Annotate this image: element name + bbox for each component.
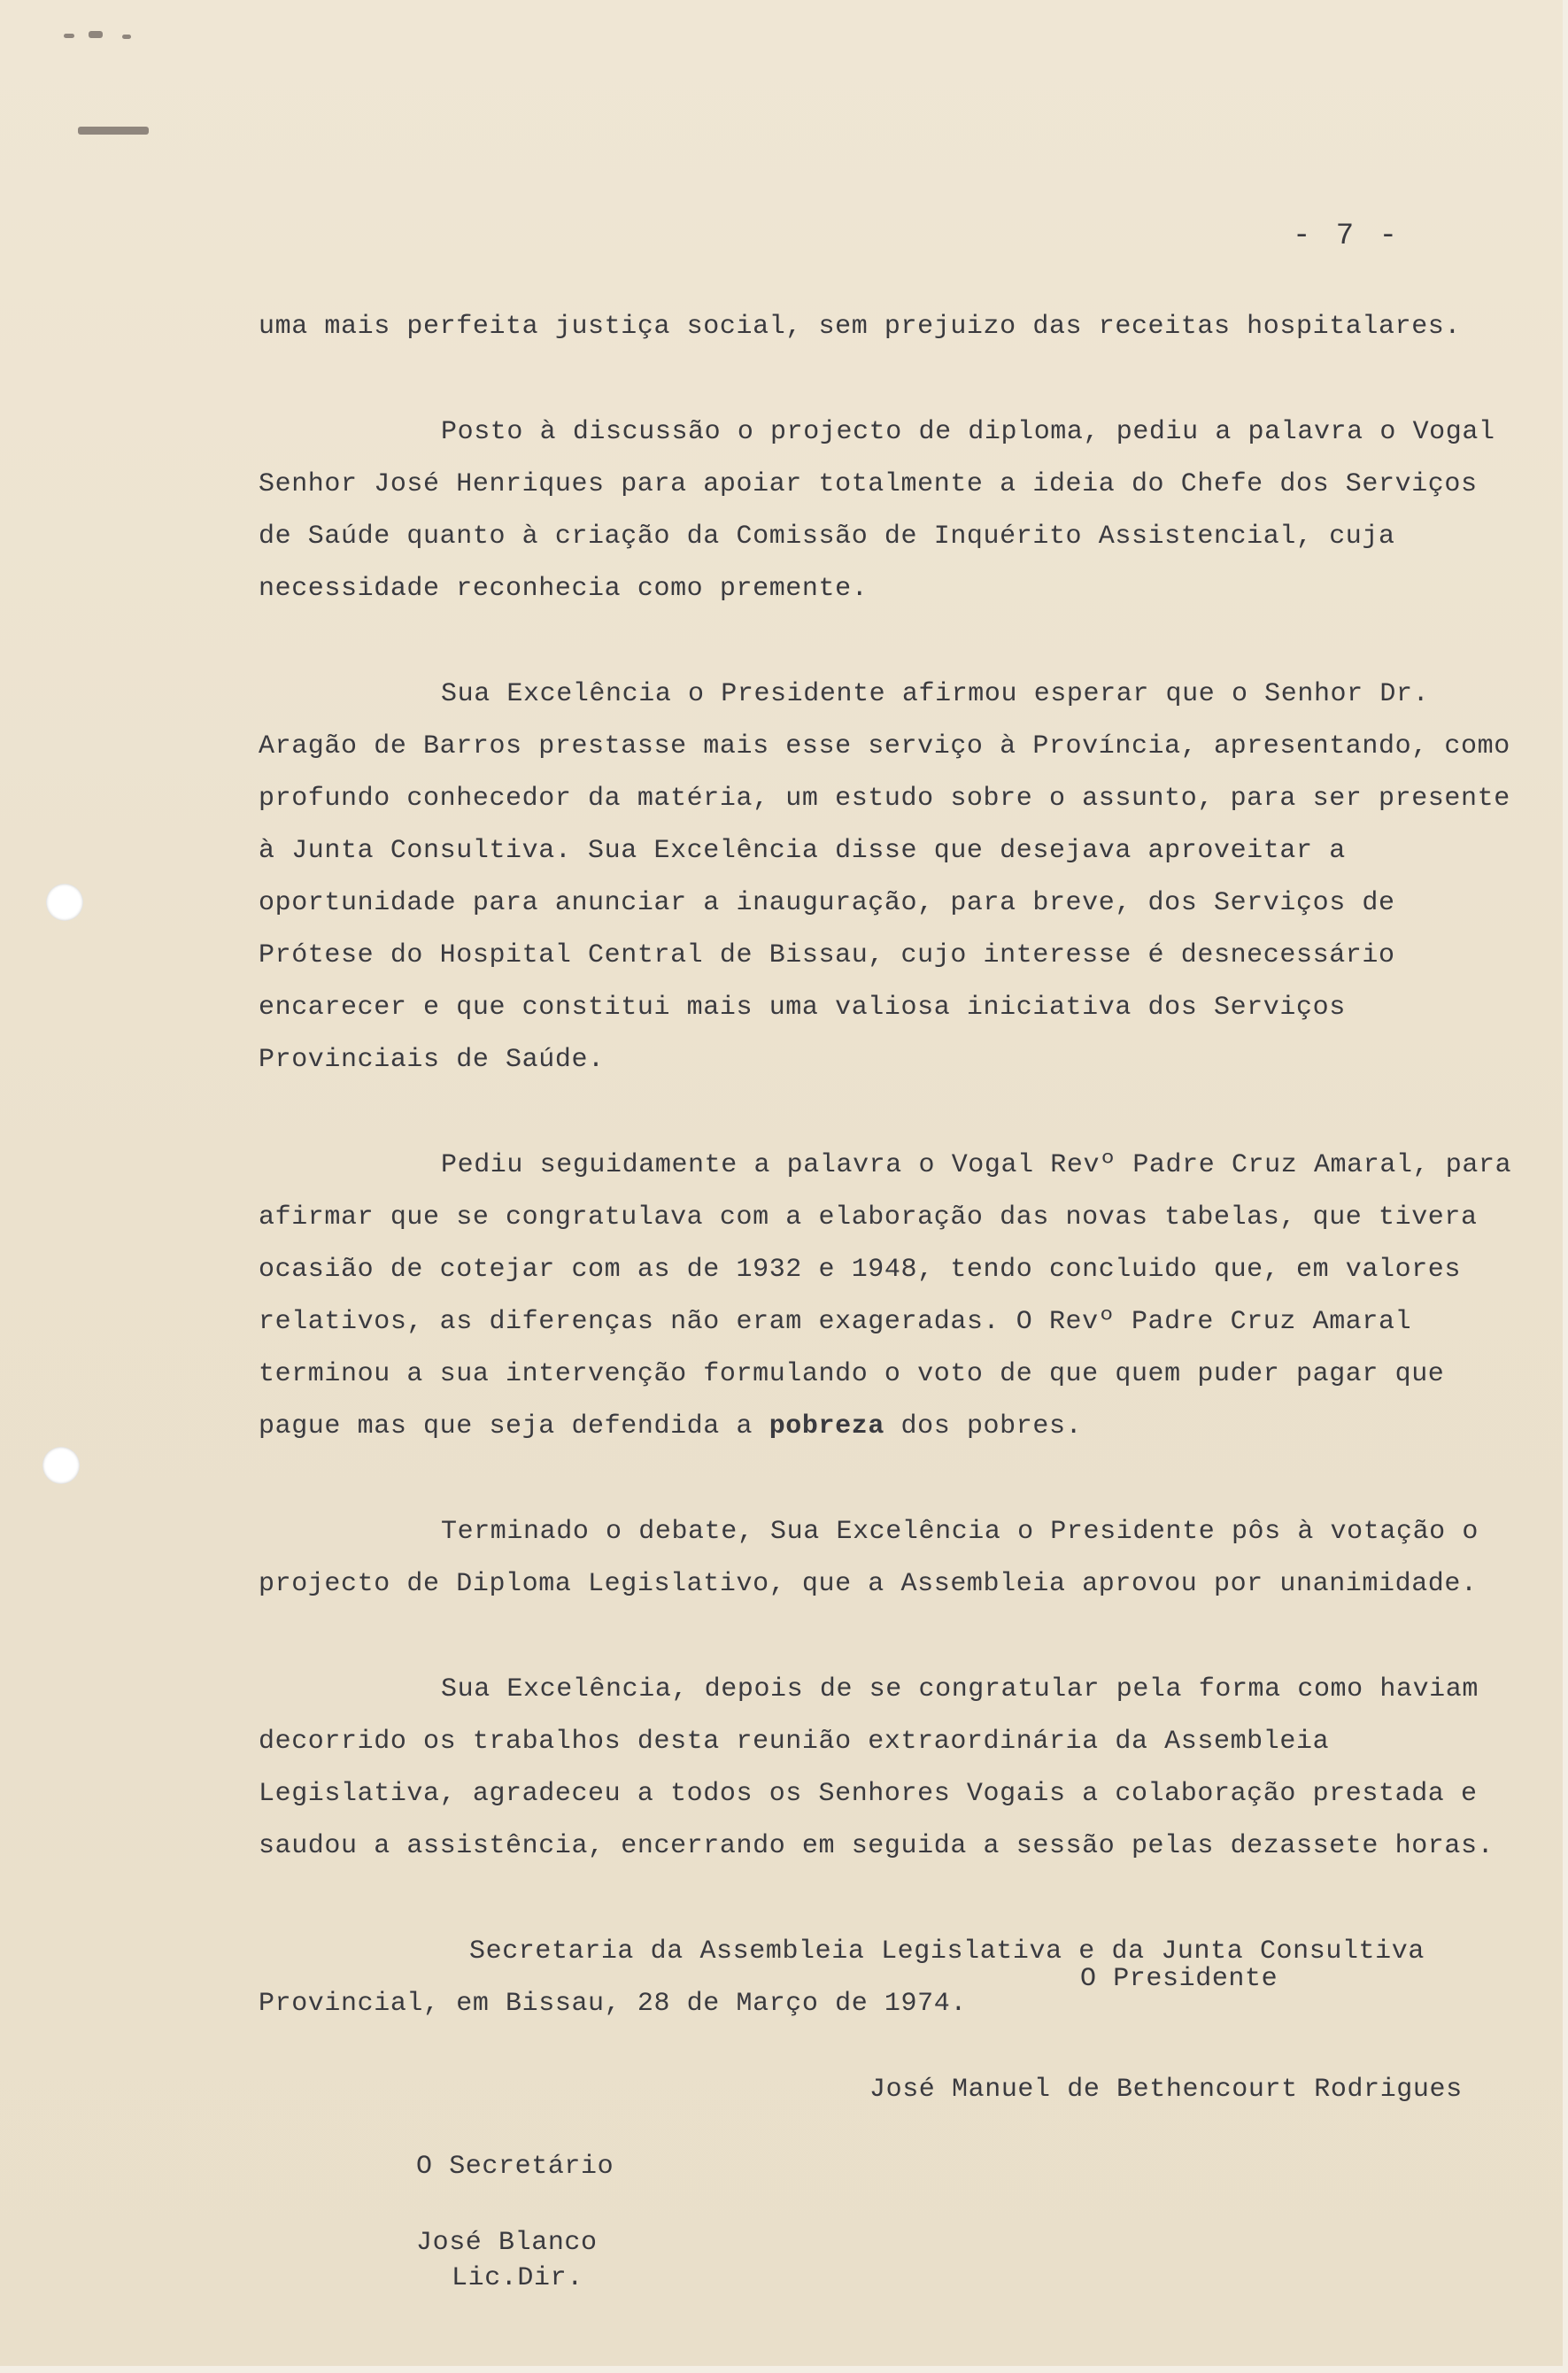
padre-cruz-ending: dos pobres.	[900, 1411, 1083, 1442]
paragraph-padre-cruz	[259, 1140, 1516, 1453]
stain-mark	[122, 35, 131, 39]
secretary-title: O Secretário	[416, 2152, 614, 2182]
secretary-role: Lic.Dir.	[452, 2263, 583, 2293]
punch-hole	[42, 1447, 80, 1484]
president-name: José Manuel de Bethencourt Rodrigues	[869, 2075, 1463, 2105]
paragraph-vote: Terminado o debate, Sua Excelência o Presidente pôs à votação o projecto de Diploma Legislativo, que a Assembleia aprovou por unanimidade.	[259, 1517, 1479, 1599]
paragraph-continued: uma mais perfeita justiça social, sem prejuizo das receitas hospitalares.	[259, 312, 1462, 342]
emphasis-word: pobreza	[769, 1411, 884, 1442]
paragraph-president-remarks: Sua Excelência o Presidente afirmou esperar que o Senhor Dr. Aragão de Barros prestasse mais esse serviço à Província, apresentando, como profundo conhecedor da matéria, um estudo sobre o assunto, para ser presente à Junta Consultiva. Sua Excelência disse que desejava aproveitar a oportunidade para anunciar a inauguração, para breve, dos Serviços de Prótese do Hospital Central de Bissau, cujo interesse é desnecessário encarecer e que constitui mais uma valiosa iniciativa dos Serviços Provinciais de Saúde.	[259, 679, 1510, 1075]
punch-hole	[46, 884, 83, 921]
paragraph-discussion: Posto à discussão o projecto de diploma, pediu a palavra o Vogal Senhor José Henriques para apoiar totalmente a ideia do Chefe dos Serviços de Saúde quanto à criação da Comissão de Inquérito Assistencial, cuja necessidade reconhecia como premente.	[259, 417, 1495, 604]
president-title: O Presidente	[1080, 1964, 1278, 1994]
closing-location-line: Secretaria da Assembleia Legislativa e da Junta Consultiva	[469, 1936, 1425, 1967]
page-number: - 7 -	[1293, 220, 1402, 253]
closing-date-line: Provincial, em Bissau, 28 de Março de 1974.	[259, 1989, 967, 2019]
paragraph-closing-remarks: Sua Excelência, depois de se congratular pela forma como haviam decorrido os trabalhos desta reunião extraordinária da Assembleia Legislativa, agradeceu a todos os Senhores Vogais a colaboração prestada e saudou a assistência, encerrando em seguida a sessão pelas dezassete horas.	[259, 1674, 1495, 1861]
stain-mark	[89, 31, 103, 38]
stain-mark	[64, 34, 74, 38]
stain-mark	[78, 127, 149, 135]
document-body	[259, 301, 1516, 2030]
secretary-name: José Blanco	[416, 2228, 598, 2258]
padre-cruz-text: Pediu seguidamente a palavra o Vogal Revº Padre Cruz Amaral, para afirmar que se congratulava com a elaboração das novas tabelas, que tivera ocasião de cotejar com as de 1932 e 1948, tendo concluido que, em valores relativos, as diferenças não eram exageradas. O Revº Padre Cruz Amaral terminou a sua intervenção formulando o voto de que quem puder pagar que pague mas que seja defendida a	[259, 1150, 1512, 1442]
